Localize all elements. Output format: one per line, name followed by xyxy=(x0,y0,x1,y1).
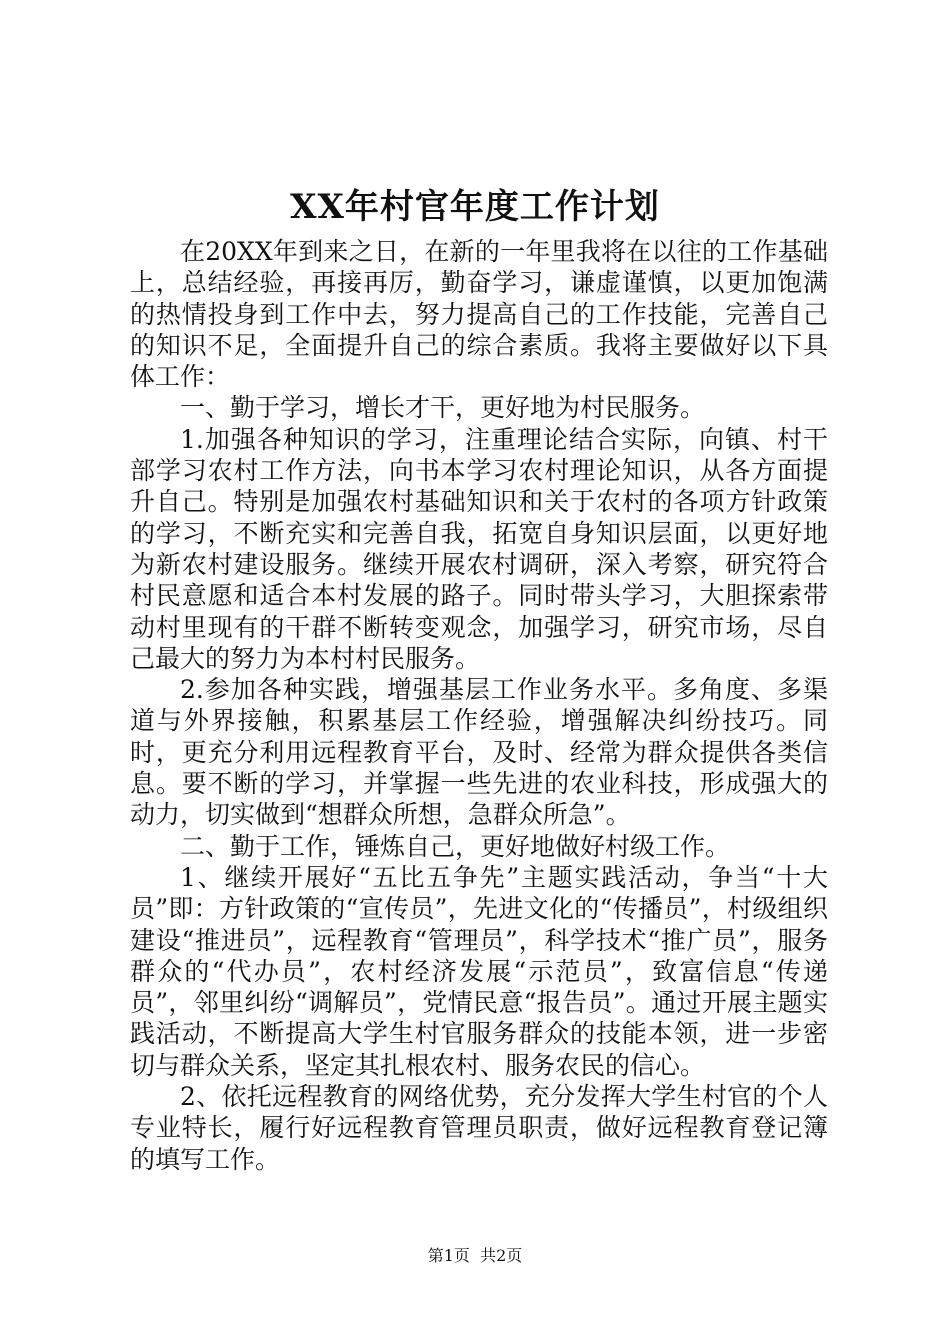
paragraph-2-2: 2、依托远程教育的网络优势，充分发挥大学生村官的个人专业特长，履行好远程教育管理员职责，做好远程教育登记簿的填写工作。 xyxy=(130,1082,828,1174)
paragraph-intro: 在20XX年到来之日，在新的一年里我将在以往的工作基础上，总结经验，再接再厉，勤奋学习，谦虚谨慎，以更加饱满的热情投身到工作中去，努力提高自己的工作技能，完善自己的知识不足，全面提升自己的综合素质。我将主要做好以下具体工作： xyxy=(130,237,828,392)
page-footer xyxy=(0,1245,950,1267)
page-total: 共2页 xyxy=(480,1246,523,1265)
document-title: XX年村官年度工作计划 xyxy=(290,187,660,227)
section-heading-2: 二、勤于工作，锤炼自己，更好地做好村级工作。 xyxy=(180,831,731,861)
paragraph-2-1: 1、继续开展好“五比五争先”主题实践活动，争当“十大员”即：方针政策的“宣传员”，先进文化的“传播员”，村级组织建设“推进员”，远程教育“管理员”，科学技术“推广员”，服务群众的“代办员”，农村经济发展“示范员”，致富信息“传递员”，邻里纠纷“调解员”，党情民意“报告员”。通过开展主题实践活动，不断提高大学生村官服务群众的技能本领，进一步密切与群众关系，坚定其扎根农村、服务农民的信心。 xyxy=(130,862,828,1080)
paragraph-1-1: 1.加强各种知识的学习，注重理论结合实际，向镇、村干部学习农村工作方法，向书本学习农村理论知识，从各方面提升自己。特别是加强农村基础知识和关于农村的各项方针政策的学习，不断充实和完善自我，拓宽自身知识层面，以更好地为新农村建设服务。继续开展农村调研，深入考察，研究符合村民意愿和适合本村发展的路子。同时带头学习，大胆探索带动村里现有的干群不断转变观念，加强学习，研究市场，尽自己最大的努力为本村村民服务。 xyxy=(130,424,828,673)
section-heading-1: 一、勤于学习，增长才干，更好地为村民服务。 xyxy=(180,393,706,423)
page-number: 第1页 xyxy=(427,1246,470,1265)
paragraph-1-2: 2.参加各种实践，增强基层工作业务水平。多角度、多渠道与外界接触，积累基层工作经验，增强解决纠纷技巧。同时，更充分利用远程教育平台，及时、经常为群众提供各类信息。要不断的学习，并掌握一些先进的农业科技，形成强大的动力，切实做到“想群众所想，急群众所急”。 xyxy=(130,675,828,830)
document-body xyxy=(130,236,828,1175)
